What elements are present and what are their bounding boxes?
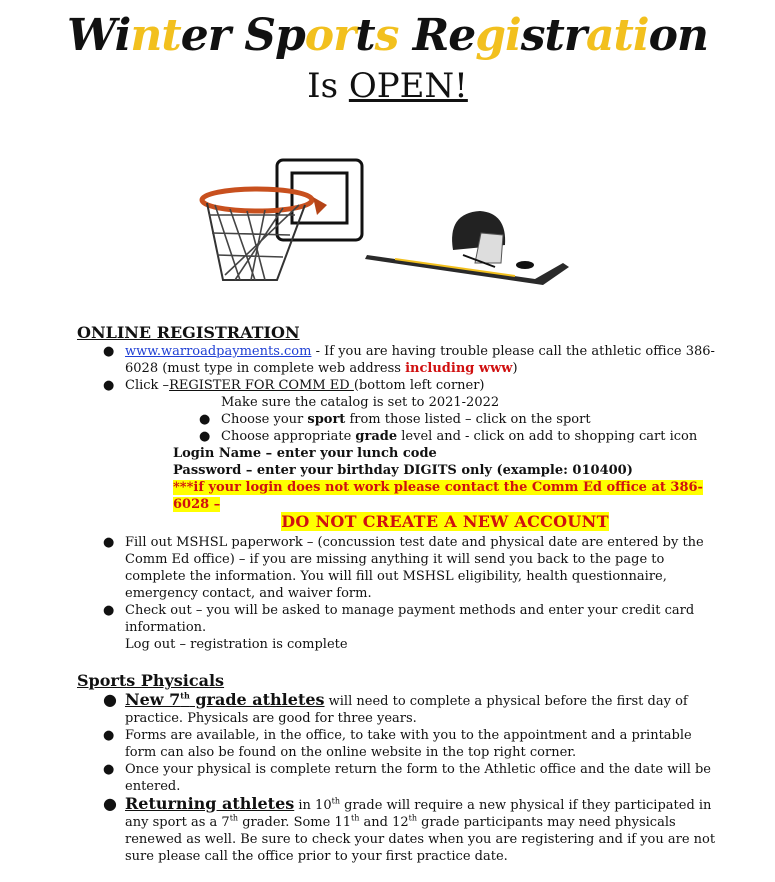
list-text: from those listed – click on the sport: [345, 412, 591, 427]
list-text: (bottom left corner): [353, 378, 485, 393]
list-item: ● Returning athletes in 10th grade will require a new physical if they participated in any sport as a 7th grader. Some 11th and 12th grade participants may need physicals renewed as well. Be sure to check your dates when you are registering and if you are not sure please call the office prior to your first practice date.: [103, 794, 716, 864]
list-text: ): [512, 361, 518, 376]
title-segment: str: [520, 10, 587, 61]
title-segment: t: [355, 10, 375, 61]
online-registration-list-2: [77, 534, 717, 653]
hockey-stick-icon: [365, 255, 569, 285]
register-instruction: REGISTER FOR COMM ED: [169, 378, 354, 393]
lead-new-athletes: New 7th grade athletes: [125, 690, 325, 709]
online-registration-list: [77, 343, 717, 394]
list-item: [77, 761, 717, 795]
list-item: [77, 377, 717, 394]
page-subtitle: [0, 66, 775, 106]
list-text: Check out – you will be asked to manage payment methods and enter your credit card information.: [125, 603, 695, 635]
list-item: [77, 343, 717, 377]
password-instruction: Password – enter your birthday DIGITS only (example: 010400): [173, 463, 633, 478]
list-item: [77, 691, 717, 727]
emphasis-text: sport: [307, 412, 346, 427]
bullet-icon: ●: [103, 535, 115, 550]
logout-note: Log out – registration is complete: [125, 637, 348, 652]
flyer-body: [77, 323, 717, 865]
list-item: [77, 602, 717, 653]
warning-headline: DO NOT CREATE A NEW ACCOUNT: [281, 512, 609, 531]
title-segment: s: [374, 10, 413, 61]
sports-illustration: [195, 155, 585, 290]
list-text: - If you are having trouble please call the athletic office 386-6028 (must type in complete web address: [125, 344, 715, 376]
flyer-header: [0, 8, 775, 106]
bullet-icon: ●: [103, 603, 115, 618]
warning-text: ***if your login does not work please contact the Comm Ed office at 386-6028 –: [173, 480, 703, 512]
physicals-list: [77, 691, 717, 865]
title-segment: er: [180, 10, 245, 61]
page-title: [0, 8, 775, 64]
title-segment: ati: [586, 10, 649, 61]
bullet-icon: ●: [103, 378, 115, 393]
emphasis-text: grade: [355, 429, 398, 444]
bullet-icon: ●: [103, 762, 115, 777]
title-segment: gi: [475, 10, 521, 61]
subtitle-prefix: Is: [307, 66, 339, 106]
lead-returning-athletes: Returning athletes: [125, 794, 295, 813]
title-segment: Re: [412, 10, 476, 61]
list-item: [77, 534, 717, 602]
list-item: [77, 727, 717, 761]
hockey-puck-icon: [516, 261, 534, 269]
emphasis-text: including www: [405, 361, 513, 376]
list-text: Click –: [125, 378, 170, 393]
list-text: Forms are available, in the office, to take with you to the appointment and a printable form can also be found on the online website in the top right corner.: [125, 728, 692, 760]
bullet-icon: ●: [103, 690, 117, 709]
title-segment: or: [304, 10, 356, 61]
bullet-icon: ●: [199, 429, 211, 444]
bullet-icon: ●: [199, 412, 211, 427]
hockey-helmet-icon: [452, 211, 505, 267]
payments-link[interactable]: www.warroadpayments.com: [125, 344, 312, 359]
list-text: level and - click on add to shopping cart icon: [397, 429, 698, 444]
title-segment: nt: [130, 10, 181, 61]
list-text: Fill out MSHSL paperwork – (concussion test date and physical date are entered by the Comm Ed office) – if you are missing anything it will send you back to the page to complete the information. You will fill out MSHSL eligibility, health questionnaire, emergency contact, and waiver form.: [125, 535, 704, 601]
list-text: will need to complete a physical before the first day of practice. Physicals are good for three years.: [125, 694, 688, 726]
login-instruction: Login Name – enter your lunch code: [173, 446, 437, 461]
sports-physicals-heading: Sports Physicals: [77, 671, 225, 690]
list-item: [77, 411, 717, 428]
list-text: Choose appropriate: [221, 429, 356, 444]
title-segment: on: [648, 10, 708, 61]
bullet-icon: ●: [103, 728, 115, 743]
title-segment: Sp: [244, 10, 305, 61]
subtitle-open: OPEN!: [348, 66, 468, 106]
warning-block: [77, 479, 717, 532]
basketball-hoop-icon: [202, 160, 362, 280]
bullet-icon: ●: [103, 794, 117, 813]
list-text: Once your physical is complete return the form to the Athletic office and the date will be entered.: [125, 762, 711, 794]
online-registration-heading: ONLINE REGISTRATION: [77, 323, 300, 342]
bullet-icon: ●: [103, 344, 115, 359]
list-item: [77, 428, 717, 445]
list-text: Choose your: [221, 412, 308, 427]
catalog-note: Make sure the catalog is set to 2021-2022: [221, 395, 500, 410]
warning-line2: [77, 513, 717, 532]
title-segment: Wi: [67, 10, 131, 61]
